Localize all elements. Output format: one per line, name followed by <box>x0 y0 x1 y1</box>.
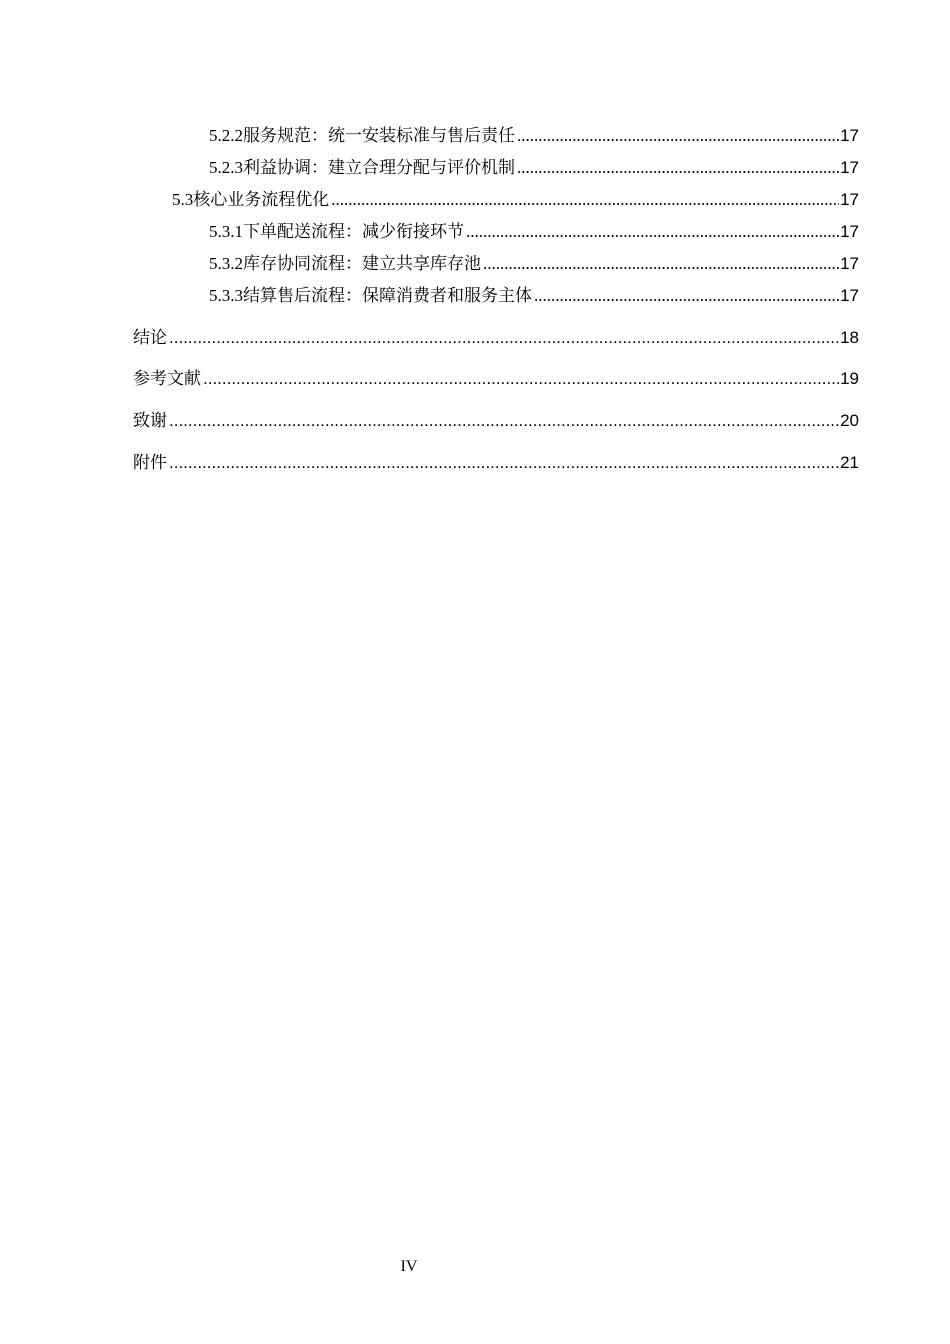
toc-entry-5-3-3[interactable] <box>209 281 859 306</box>
toc-entry-title: 利益协调：建立合理分配与评价机制 <box>243 158 515 177</box>
toc-entry-title: 结论 <box>133 328 167 347</box>
toc-leader-dots <box>517 158 839 178</box>
toc-entry-page: 17 <box>840 254 859 273</box>
toc-entry-number: 5.3.3 <box>209 286 243 305</box>
toc-entry-acknowledgements[interactable] <box>133 406 859 431</box>
toc-leader-dots <box>169 411 839 431</box>
toc-entry-number: 5.3.1 <box>209 222 243 241</box>
toc-entry-5-2-2[interactable] <box>209 121 859 146</box>
toc-entry-number: 5.2.2 <box>209 126 243 145</box>
toc-entry-5-2-3[interactable] <box>209 153 859 178</box>
toc-entry-page: 20 <box>840 411 859 430</box>
toc-leader-dots <box>517 126 839 146</box>
toc-entry-references[interactable] <box>133 364 859 389</box>
toc-entry-title: 致谢 <box>133 411 167 430</box>
toc-entry-page: 17 <box>840 158 859 177</box>
toc-entry-page: 18 <box>840 328 859 347</box>
toc-entry-5-3-2[interactable] <box>209 249 859 274</box>
toc-entry-page: 17 <box>840 286 859 305</box>
toc-entry-page: 17 <box>840 222 859 241</box>
toc-entry-page: 19 <box>840 369 859 388</box>
toc-entry-page: 17 <box>840 126 859 145</box>
toc-entry-appendix[interactable] <box>133 448 859 473</box>
toc-entry-5-3[interactable] <box>172 185 859 210</box>
toc-entry-number: 5.2.3 <box>209 158 243 177</box>
toc-entry-number: 5.3.2 <box>209 254 243 273</box>
toc-entry-title: 服务规范：统一安装标准与售后责任 <box>243 126 515 145</box>
toc-entry-number: 5.3 <box>172 190 194 209</box>
toc-entry-title: 参考文献 <box>133 369 201 388</box>
toc-leader-dots <box>331 190 839 210</box>
toc-leader-dots <box>169 328 839 348</box>
toc-leader-dots <box>169 453 839 473</box>
toc-leader-dots <box>203 369 839 389</box>
toc-entry-title: 结算售后流程：保障消费者和服务主体 <box>243 286 532 305</box>
toc-entry-title: 核心业务流程优化 <box>193 190 330 209</box>
toc-entry-page: 17 <box>840 190 859 209</box>
page-number: IV <box>400 1258 418 1275</box>
toc-leader-dots <box>466 222 839 242</box>
toc-entry-title: 库存协同流程：建立共享库存池 <box>243 254 481 273</box>
toc-entry-page: 21 <box>840 453 859 472</box>
toc-leader-dots <box>483 254 839 274</box>
toc-entry-title: 附件 <box>133 453 167 472</box>
toc-entry-conclusion[interactable] <box>133 323 859 348</box>
toc-leader-dots <box>534 286 839 306</box>
toc-entry-5-3-1[interactable] <box>209 217 859 242</box>
toc-entry-title: 下单配送流程：减少衔接环节 <box>243 222 464 241</box>
